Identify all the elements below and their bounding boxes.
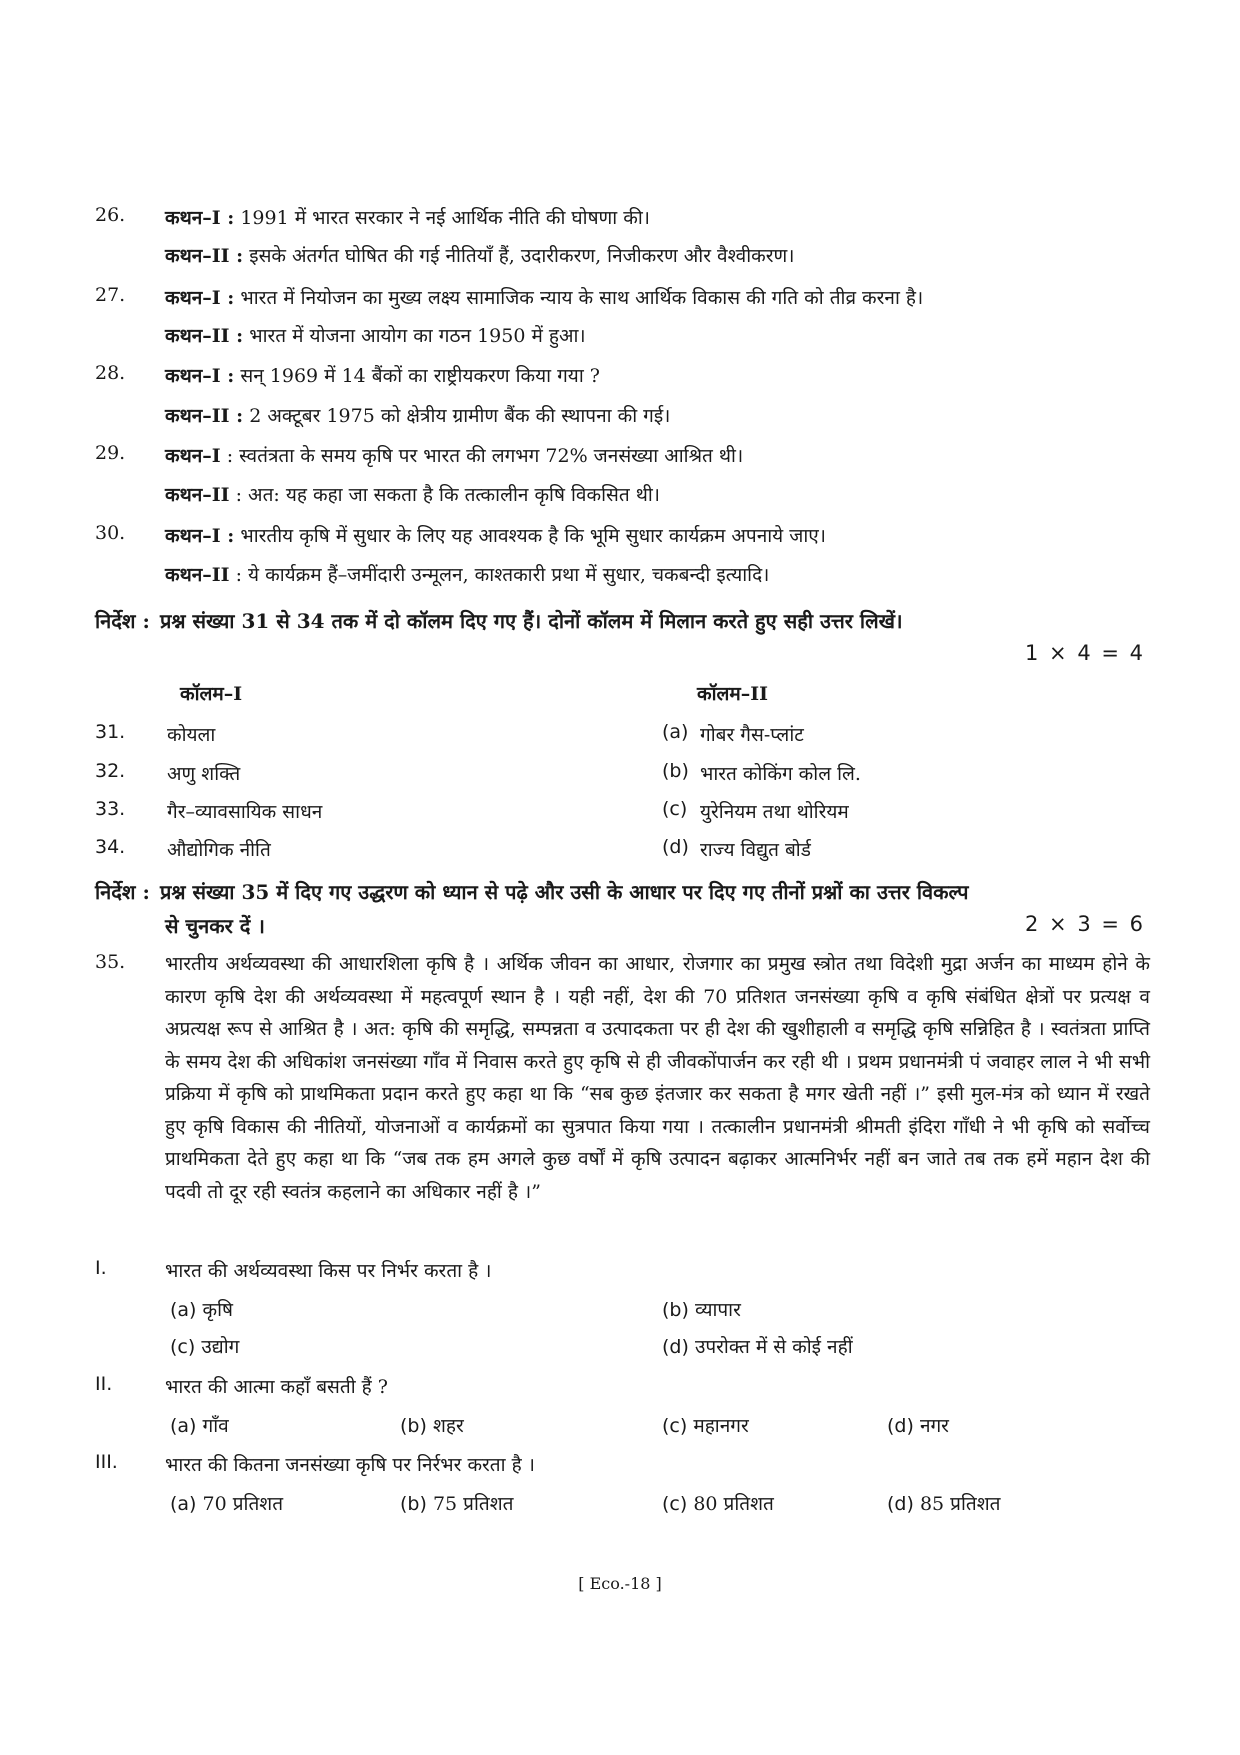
marks-label: 1 × 4 = 4 bbox=[1025, 641, 1145, 665]
statement-1: कथन–I : सन् 1969 में 14 बैंकों का राष्ट्रीयकरण किया गया ? bbox=[165, 365, 600, 387]
question-text: भारत की आत्मा कहाँ बसती हैं ? bbox=[165, 1376, 388, 1398]
column-1-header: कॉलम–I bbox=[180, 683, 243, 705]
option-c: (c) उद्योग bbox=[170, 1336, 240, 1358]
option-letter: (d) bbox=[662, 836, 689, 858]
option-b: (b) 75 प्रतिशत bbox=[400, 1493, 514, 1515]
question-number: III. bbox=[95, 1451, 118, 1473]
question-number: 27. bbox=[95, 284, 126, 306]
question-number: II. bbox=[95, 1373, 113, 1395]
column-2-header: कॉलम–II bbox=[697, 683, 769, 705]
question-number: I. bbox=[95, 1257, 107, 1279]
option-d: (d) नगर bbox=[887, 1415, 949, 1437]
column-2-item: युरेनियम तथा थोरियम bbox=[700, 801, 849, 823]
option-a: (a) 70 प्रतिशत bbox=[170, 1493, 284, 1515]
option-d: (d) 85 प्रतिशत bbox=[887, 1493, 1001, 1515]
statement-1: कथन–I : स्वतंत्रता के समय कृषि पर भारत की लगभग 72% जनसंख्या आश्रित थी। bbox=[165, 445, 744, 467]
option-b: (b) शहर bbox=[400, 1415, 464, 1437]
marks-label: 2 × 3 = 6 bbox=[1025, 912, 1145, 936]
statement-2: कथन–II : इसके अंतर्गत घोषित की गई नीतियाँ हैं, उदारीकरण, निजीकरण और वैश्वीकरण। bbox=[165, 245, 795, 267]
column-2-item: गोबर गैस-प्लांट bbox=[700, 724, 804, 746]
column-2-item: राज्य विद्युत बोर्ड bbox=[700, 839, 811, 861]
column-1-item: औद्योगिक नीति bbox=[167, 839, 271, 861]
row-number: 31. bbox=[95, 721, 126, 743]
column-1-item: अणु शक्ति bbox=[167, 763, 241, 785]
direction-text-line-1: प्रश्न संख्या 35 में दिए गए उद्धरण को ध्यान से पढ़े और उसी के आधार पर दिए गए तीनों प्रश्नों का उत्तर विकल्प bbox=[160, 880, 969, 904]
question-number: 29. bbox=[95, 442, 126, 464]
option-letter: (a) bbox=[662, 721, 689, 743]
direction-label: निर्देश : bbox=[95, 609, 150, 633]
row-number: 32. bbox=[95, 760, 126, 782]
option-b: (b) व्यापार bbox=[662, 1299, 741, 1321]
option-d: (d) उपरोक्त में से कोई नहीं bbox=[662, 1336, 853, 1358]
column-1-item: कोयला bbox=[167, 724, 216, 746]
statement-2: कथन–II : भारत में योजना आयोग का गठन 1950 में हुआ। bbox=[165, 325, 586, 347]
option-a: (a) कृषि bbox=[170, 1299, 234, 1321]
column-1-item: गैर–व्यावसायिक साधन bbox=[167, 801, 323, 823]
question-text: भारत की अर्थव्यवस्था किस पर निर्भर करता है । bbox=[165, 1260, 492, 1282]
statement-1: कथन–I : भारतीय कृषि में सुधार के लिए यह आवश्यक है कि भूमि सुधार कार्यक्रम अपनाये जाए। bbox=[165, 525, 826, 547]
statement-1: कथन–I : 1991 में भारत सरकार ने नई आर्थिक नीति की घोषणा की। bbox=[165, 207, 650, 229]
statement-2: कथन–II : ये कार्यक्रम हैं–जमींदारी उन्मूलन, काश्तकारी प्रथा में सुधार, चकबन्दी इत्यादि। bbox=[165, 564, 770, 586]
page-footer: [ Eco.-18 ] bbox=[578, 1574, 662, 1593]
direction-text-line-2: से चुनकर दें । bbox=[165, 914, 265, 938]
row-number: 33. bbox=[95, 798, 126, 820]
question-number: 26. bbox=[95, 204, 126, 226]
option-letter: (b) bbox=[662, 760, 689, 782]
statement-2: कथन–II : 2 अक्टूबर 1975 को क्षेत्रीय ग्रामीण बैंक की स्थापना की गई। bbox=[165, 405, 671, 427]
direction-text: प्रश्न संख्या 31 से 34 तक में दो कॉलम दिए गए हैं। दोनों कॉलम में मिलान करते हुए सही उत्तर लिखें। bbox=[160, 609, 903, 633]
option-c: (c) 80 प्रतिशत bbox=[662, 1493, 774, 1515]
question-text: भारत की कितना जनसंख्या कृषि पर निर्रभर करता है । bbox=[165, 1454, 535, 1476]
question-number: 30. bbox=[95, 522, 126, 544]
direction-label: निर्देश : bbox=[95, 880, 150, 904]
option-c: (c) महानगर bbox=[662, 1415, 749, 1437]
option-letter: (c) bbox=[662, 798, 688, 820]
passage-number: 35. bbox=[95, 951, 126, 973]
passage-text: भारतीय अर्थव्यवस्था की आधारशिला कृषि है । अर्थिक जीवन का आधार, रोजगार का प्रमुख स्त्रोत तथा विदेशी मुद्रा अर्जन का माध्यम होने के कारण कृषि देश की अर्थव्यवस्था में महत्वपूर्ण स्थान है । यही नहीं, देश की 70 प्रतिशत जनसंख्या कृषि व कृषि संबंधित क्षेत्रों पर प्रत्यक्ष व अप्रत्यक्ष रूप से आश्रित है । अत: कृषि की समृद्धि, सम्पन्नता व उत्पादकता पर ही देश की खुशीहाली व समृद्धि कृषि सन्निहित है । स्वतंत्रता प्राप्ति के समय देश की अधिकांश जनसंख्या गाँव में निवास करते हुए कृषि से ही जीवकोंपार्जन कर रही थी । प्रथम प्रधानमंत्री पं जवाहर लाल ने भी सभी प्रक्रिया में कृषि को प्राथमिकता प्रदान करते हुए कहा था कि “सब कुछ इंतजार कर सकता है मगर खेती नहीं ।” इसी मुल-मंत्र को ध्यान में रखते हुए कृषि विकास की नीतियों, योजनाओं व कार्यक्रमों का सुत्रपात किया गया । तत्कालीन प्रधानमंत्री श्रीमती इंदिरा गाँधी ने भी कृषि को सर्वोच्च प्राथमिकता देते हुए कहा था कि “जब तक हम अगले कुछ वर्षों में कृषि उत्पादन बढ़ाकर आत्मनिर्भर नहीं बन जाते तब तक हमें महान देश की पदवी तो दूर रही स्वतंत्र कहलाने का अधिकार नहीं है ।” bbox=[165, 953, 1150, 1203]
statement-2: कथन–II : अत: यह कहा जा सकता है कि तत्कालीन कृषि विकसित थी। bbox=[165, 484, 660, 506]
column-2-item: भारत कोकिंग कोल लि. bbox=[700, 763, 861, 785]
question-number: 28. bbox=[95, 362, 126, 384]
row-number: 34. bbox=[95, 836, 126, 858]
option-a: (a) गाँव bbox=[170, 1415, 229, 1437]
statement-1: कथन–I : भारत में नियोजन का मुख्य लक्ष्य सामाजिक न्याय के साथ आर्थिक विकास की गति को तीव्र करना है। bbox=[165, 287, 924, 309]
